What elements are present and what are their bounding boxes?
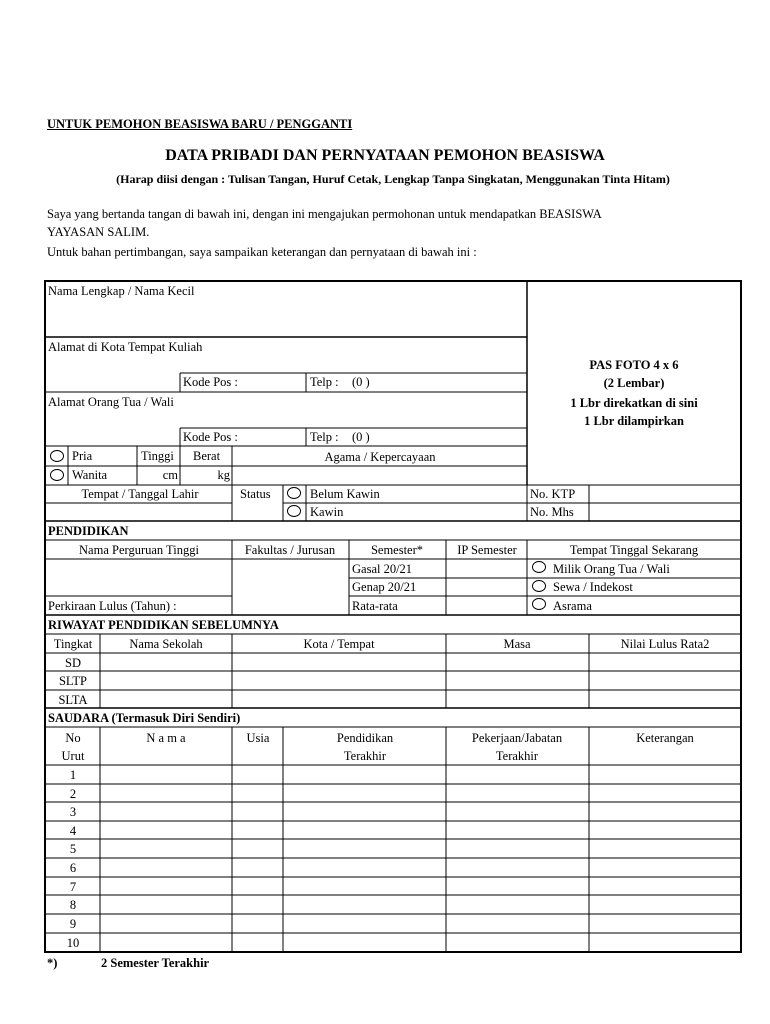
label-kode-pos-1: Kode Pos :: [183, 375, 238, 389]
label-rata-rata: Rata-rata: [352, 599, 398, 613]
photo-attach: 1 Lbr direkatkan di sini: [570, 396, 698, 410]
radio-sewa[interactable]: [533, 581, 546, 592]
col-nama: N a m a: [146, 731, 186, 745]
label-milik-orang-tua: Milik Orang Tua / Wali: [553, 562, 670, 576]
label-tinggi: Tinggi: [141, 449, 174, 463]
label-berat: Berat: [193, 449, 221, 463]
saudara-row-number: 5: [69, 842, 77, 856]
footnote-mark: *): [47, 956, 58, 970]
label-agama: Agama / Kepercayaan: [324, 450, 436, 464]
col-urut: Urut: [61, 749, 85, 763]
col-ip-semester: IP Semester: [457, 543, 517, 557]
saudara-row-number: 10: [66, 936, 80, 950]
saudara-row-number: 6: [69, 861, 77, 875]
label-ktp: No. KTP: [530, 487, 576, 501]
label-genap: Genap 20/21: [352, 580, 417, 594]
col-nama-sekolah: Nama Sekolah: [129, 637, 203, 651]
radio-wanita[interactable]: [51, 470, 64, 481]
col-usia: Usia: [246, 731, 270, 745]
saudara-row-number: 3: [69, 805, 77, 819]
label-mhs: No. Mhs: [530, 505, 574, 519]
col-semester: Semester*: [370, 543, 424, 557]
saudara-row-number: 4: [69, 824, 77, 838]
unit-kg: kg: [217, 468, 230, 482]
section-saudara: SAUDARA (Termasuk Diri Sendiri): [48, 711, 241, 725]
col-pendidikan-terakhir: Terakhir: [343, 749, 387, 763]
saudara-row-number: 9: [69, 917, 77, 931]
radio-belum-kawin[interactable]: [288, 488, 301, 499]
col-pekerjaan-terakhir: Terakhir: [495, 749, 539, 763]
level-sd: SD: [65, 656, 81, 670]
label-kawin: Kawin: [310, 505, 344, 519]
radio-asrama[interactable]: [533, 599, 546, 610]
col-tingkat: Tingkat: [53, 637, 93, 651]
label-gasal: Gasal 20/21: [352, 562, 413, 576]
form-subtitle: (Harap diisi dengan : Tulisan Tangan, Huruf Cetak, Lengkap Tanpa Singkatan, Menggunakan Tinta Hitam): [116, 172, 670, 186]
col-keterangan: Keterangan: [636, 731, 694, 745]
label-sewa: Sewa / Indekost: [553, 580, 633, 594]
intro-line-1: Saya yang bertanda tangan di bawah ini, dengan ini mengajukan permohonan untuk mendapatkan BEASISWA: [47, 207, 602, 221]
col-no: No: [65, 731, 81, 745]
label-asrama: Asrama: [553, 599, 592, 613]
saudara-row-number: 1: [69, 768, 77, 782]
label-belum-kawin: Belum Kawin: [310, 487, 380, 501]
level-sltp: SLTP: [58, 674, 88, 688]
photo-enclose: 1 Lbr dilampirkan: [584, 414, 684, 428]
col-pekerjaan: Pekerjaan/Jabatan: [471, 731, 563, 745]
col-pendidikan: Pendidikan: [336, 731, 394, 745]
section-pendidikan: PENDIDIKAN: [48, 524, 129, 538]
level-slta: SLTA: [58, 693, 88, 707]
unit-cm: cm: [162, 468, 178, 482]
col-fakultas: Fakultas / Jurusan: [244, 543, 336, 557]
col-tempat-tinggal: Tempat Tinggal Sekarang: [569, 543, 699, 557]
label-alamat-kuliah: Alamat di Kota Tempat Kuliah: [48, 340, 203, 354]
label-status: Status: [240, 487, 271, 501]
label-alamat-ortu: Alamat Orang Tua / Wali: [48, 395, 174, 409]
col-kota: Kota / Tempat: [303, 637, 375, 651]
radio-milik-orang-tua[interactable]: [533, 562, 546, 573]
telp-prefix-2: (0 ): [352, 430, 370, 444]
col-perguruan-tinggi: Nama Perguruan Tinggi: [79, 543, 199, 557]
col-nilai: Nilai Lulus Rata2: [620, 637, 710, 651]
label-nama: Nama Lengkap / Nama Kecil: [48, 284, 195, 298]
saudara-row-number: 8: [69, 898, 77, 912]
label-telp-2: Telp :: [310, 430, 339, 444]
intro-line-2: YAYASAN SALIM.: [47, 225, 150, 239]
label-telp-1: Telp :: [310, 375, 339, 389]
saudara-row-number: 2: [69, 787, 77, 801]
saudara-row-number: 7: [69, 880, 77, 894]
telp-prefix-1: (0 ): [352, 375, 370, 389]
label-wanita: Wanita: [72, 468, 108, 482]
col-masa: Masa: [503, 637, 531, 651]
label-pria: Pria: [72, 449, 93, 463]
label-perkiraan-lulus: Perkiraan Lulus (Tahun) :: [48, 599, 177, 613]
label-ttl: Tempat / Tanggal Lahir: [81, 487, 199, 501]
form-title: DATA PRIBADI DAN PERNYATAAN PEMOHON BEASISWA: [165, 147, 605, 164]
intro-line-3: Untuk bahan pertimbangan, saya sampaikan keterangan dan pernyataan di bawah ini :: [47, 245, 477, 259]
photo-size: PAS FOTO 4 x 6: [589, 358, 679, 372]
label-kode-pos-2: Kode Pos :: [183, 430, 238, 444]
form-header: UNTUK PEMOHON BEASISWA BARU / PENGGANTI: [47, 117, 353, 131]
photo-count: (2 Lembar): [603, 376, 665, 390]
radio-pria[interactable]: [51, 451, 64, 462]
footnote-text: 2 Semester Terakhir: [101, 956, 210, 970]
radio-kawin[interactable]: [288, 506, 301, 517]
section-riwayat: RIWAYAT PENDIDIKAN SEBELUMNYA: [48, 618, 279, 632]
